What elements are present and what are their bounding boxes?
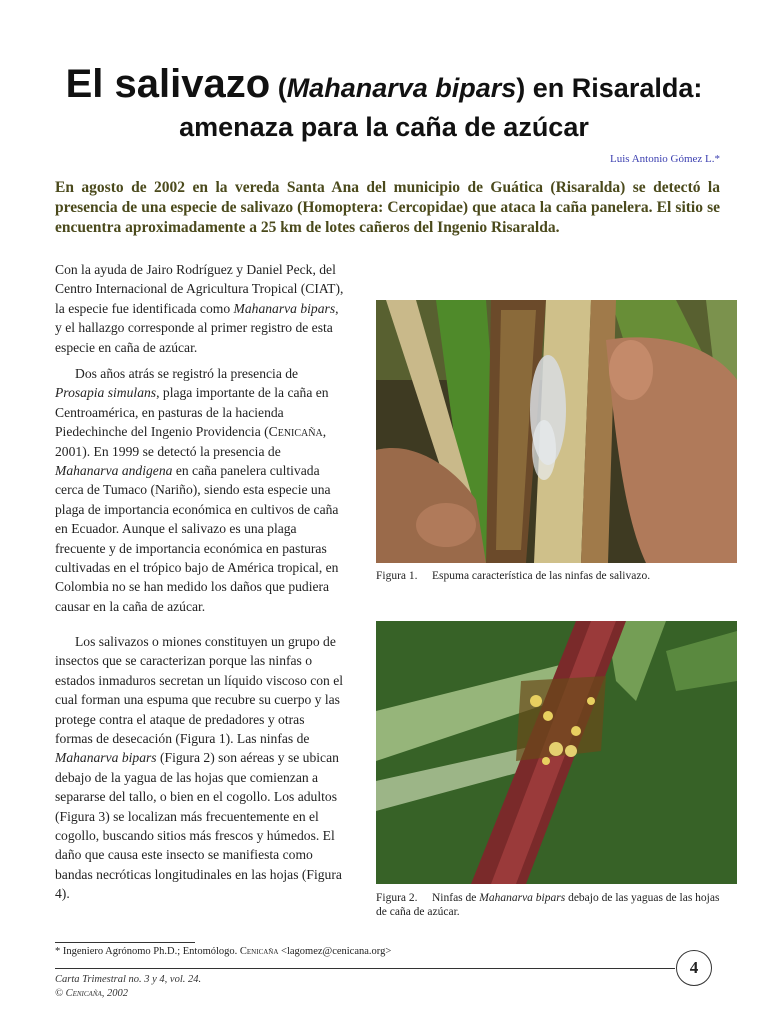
figure-label: Figura 1. — [376, 570, 418, 582]
publication-copyright: © Cenicaña, 2002 — [55, 988, 129, 999]
figure-1-photo — [376, 300, 737, 563]
body-paragraph-3: Los salivazos o miones constituyen un grupo de insectos que se caracterizan porque las ninfas o estados inmaduros secretan un líquido viscoso con el cual forman una espuma que recubre su cuerpo y las protege contra el ataque de predadores y otras formas de desecación (Figura 1). Las ninfas de Mahanarva bipars (Figura 2) son aéreas y se ubican debajo de la yagua de las hojas que comienzan a separarse del tallo, o bien en el cogollo. Los adultos (Figura 3) se localizan más frecuentemente en el cogollo, buscando sitios más frescos y húmedos. El daño que causa este insecto se manifiesta como bandas necróticas longitudinales en las hojas (Figura 4). — [55, 634, 344, 902]
lead-paragraph: En agosto de 2002 en la vereda Santa Ana del municipio de Guática (Risaralda) se detectó la presencia de una especie de salivazo (Homoptera: Cercopidae) que ataca la caña panelera. El sitio se encuentra aproximadamente a 25 km de lotes cañeros del Ingenio Risaralda. — [55, 179, 720, 236]
bottom-divider — [55, 968, 675, 969]
publication-issue: Carta Trimestral no. 3 y 4, vol. 24. — [55, 974, 202, 985]
footnote-divider — [55, 942, 195, 943]
body-paragraph-2: Dos años atrás se registró la presencia de Prosapia simulans, plaga importante de la caña en Centroamérica, en pasturas de la hacienda Piedechinche del Ingenio Providencia (Cenicaña, 2001). En 1999 se detectó la presencia de Mahanarva andigena en caña panelera cultivada cerca de Tumaco (Nariño), siendo esta especie una plaga de importancia económica en cultivos de caña en Ecuador. Aunque el salivazo es una plaga frecuente y de importancia económica en pasturas cultivadas en el trópico bajo de América tropical, en Colombia no se han medido los daños que pudiera causar en la caña de azúcar. — [55, 366, 339, 614]
title-end: en Risaralda: — [525, 73, 703, 103]
publication-info — [55, 973, 201, 1001]
author-byline: Luis Antonio Gómez L.* — [610, 153, 720, 165]
page-number: 4 — [676, 950, 712, 986]
scientific-name: Mahanarva bipars — [233, 300, 336, 316]
author-email: <lagomez@cenicana.org> — [278, 946, 392, 957]
body-paragraph-1: Con la ayuda de Jairo Rodríguez y Daniel Peck, del Centro Internacional de Agricultura Tropical (CIAT), la especie fue identificada como Mahanarva bipars, y el hallazgo corresponde al primer registro de esta especie en caña de azúcar. — [55, 262, 344, 355]
figure-2-caption: Figura 2. Ninfas de Mahanarva bipars debajo de las yaguas de las hojas de caña de azúcar. — [376, 892, 720, 918]
scientific-name: Mahanarva bipars — [55, 750, 157, 766]
figure-2-photo — [376, 621, 737, 884]
title-paren-close: ) — [516, 73, 526, 103]
author-footnote: * Ingeniero Agrónomo Ph.D.; Entomólogo. Cenicaña <lagomez@cenicana.org> — [55, 946, 392, 957]
figure-1-caption: Figura 1. Espuma característica de las ninfas de salivazo. — [376, 570, 651, 582]
scientific-name: Prosapia simulans — [55, 385, 157, 401]
organization-name: Cenicaña — [268, 424, 323, 440]
figure-label: Figura 2. — [376, 892, 418, 904]
organization-name: Cenicaña — [239, 946, 279, 957]
article-subtitle: amenaza para la caña de azúcar — [179, 112, 589, 142]
title-scientific-name: Mahanarva bipars — [286, 73, 517, 103]
article-title — [0, 62, 768, 107]
scientific-name: Mahanarva andigena — [55, 463, 173, 479]
scientific-name: Mahanarva bipars — [479, 892, 566, 904]
title-main: El salivazo — [65, 62, 271, 106]
title-paren-open: ( — [270, 73, 287, 103]
